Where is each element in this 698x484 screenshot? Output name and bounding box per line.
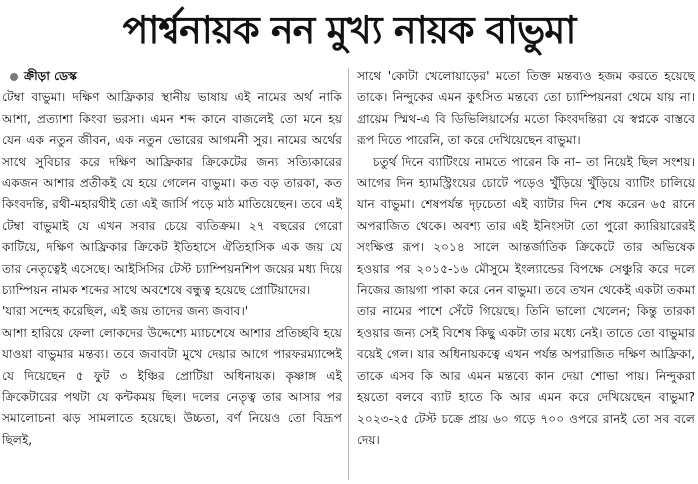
- headline: পার্শ্বনায়ক নন মুখ্য নায়ক বাভুমা: [122, 8, 576, 52]
- column-divider: [348, 68, 349, 480]
- bullet-icon: [10, 73, 18, 81]
- byline-text: ক্রীড়া ডেস্ক: [24, 69, 77, 83]
- byline: [10, 66, 342, 87]
- paragraph: আশা হারিয়ে ফেলা লোকদের উদ্দেশ্যে ম্যাচশেষে আশার প্রতিচ্ছবি হয়ে যাওয়া বাভুমার মন্তব্য। তবে জবাবটা মুখে দেয়ার আগে পারফরম্যান্সেই যে দিয়েছেন ৫ ফুট ৩ ইঞ্চির প্রোটিয়া অধিনায়ক। কৃষ্ণাঙ্গ এই ক্রিকেটারের পথটা যে কন্টকময় ছিল। দলের নেতৃত্ব তার আসার পর সমালোচনা ঝড় সামলাতে হয়েছে। উচ্চতা, বর্ণ নিয়েও তো বিদ্রূপ ছিলই,: [2, 325, 342, 447]
- paragraph: সাথে 'কোটা খেলোয়াড়ের' মতো তিক্ত মন্তব্যও হজম করতে হয়েছে তাকে। নিন্দুকের এমন কুৎসিত মন্তব্যে তো চ্যাম্পিয়নরা থেমে যায় না। গ্রায়েম স্মিথ-এ বি ডিভিলিয়ার্সের মতো কিংবদন্তিরা যে স্বপ্নকে বাস্তবে রূপ দিতে পারেনি, তা করে দেখিয়েছেন বাভুমা।: [357, 69, 695, 148]
- paragraph: টেম্বা বাভুমা। দক্ষিণ আফ্রিকার স্থানীয় ভাষায় এই নামের অর্থ নাকি আশা, প্রত্যাশা কিংবা ভরসা। এমন শব্দ কানে বাজলেই তো মনে হয় যেন এক নতুন জীবন, এক নতুন ভোরের আগমনী সুর। নামের অর্থের সাথে সুবিচার করে দক্ষিণ আফ্রিকার ক্রিকেটের জন্য সত্যিকারের একজন আশার প্রতীকই যে হয়ে গেলেন বাভুমা। কত বড় তারকা, কত কিংবদন্তি, রথী-মহারথীই তো এই জার্সি পড়ে মাঠ মাতিয়েছেন। তবে এই টেম্বা বাভুমাই যে এখন সবার চেয়ে ব্যতিক্রম। ২৭ বছরের গেরো কাটিয়ে, দক্ষিণ আফ্রিকার ক্রিকেট ইতিহাসে ঐতিহাসিক এক জয় যে তার নেতৃত্বেই এসেছে। আইসিসির টেস্ট চ্যাম্পিয়নশিপ জয়ের মধ্য দিয়ে চ্যাম্পিয়ন নামক শব্দের সাথে অবশেষে বন্ধুত্ব হয়েছে প্রোটিয়াদের।: [2, 90, 342, 298]
- right-column: [357, 66, 695, 451]
- quote: 'যারা সন্দেহ করেছিল, এই জয় তাদের জন্য জবাব।': [2, 304, 249, 319]
- paragraph: চতুর্থ দিনে ব্যাটিংয়ে নামতে পারেন কি না– তা নিয়েই ছিল সংশয়। আগের দিন হ্যামস্ট্রিংয়ের চোটে পড়েও খুঁড়িয়ে খুঁড়িয়ে ব্যাটিং চালিয়ে যান বাভুমা। শেষপর্যন্ত দৃঢ়চেতা এই ব্যাটার দিন শেষ করেন ৬৫ রানে অপরাজিত থেকে। অবশ্য তার এই ইনিংসটা তো পুরো ক্যারিয়ারেরই সংক্ষিপ্ত রূপ। ২০১৪ সালে আন্তর্জাতিক ক্রিকেটে তার অভিষেক হওয়ার পর ২০১৫-১৬ মৌসুমে ইংল্যান্ডের বিপক্ষে সেঞ্চুরি করে দলে নিজের জায়গা পাকা করে নেন বাভুমা। তবে তখন থেকেই একটা তকমা তার নামের পাশে সেঁটে গিয়েছে। তিনি ভালো খেলেন; কিন্তু তারকা হওয়ার জন্য সেই বিশেষ কিছু একটা তার মধ্যে নেই। তাতে তো বাভুমার বয়েই গেল। যার অধিনায়কত্বে এখন পর্যন্ত অপরাজিত দক্ষিণ আফ্রিকা, তাকে এসব কি আর এমন মন্তব্যে কান দেয়া শোভা পায়। নিন্দুকরা হয়তো বলবে ব্যাট হাতে কি আর এমন করে দেখিয়েছেন বাভুমা? ২০২৩-২৫ টেস্ট চক্রে প্রায় ৬০ গড়ে ৭০০ ওপরে রানই তো সব বলে দেয়।: [357, 154, 695, 447]
- left-column: [2, 66, 342, 451]
